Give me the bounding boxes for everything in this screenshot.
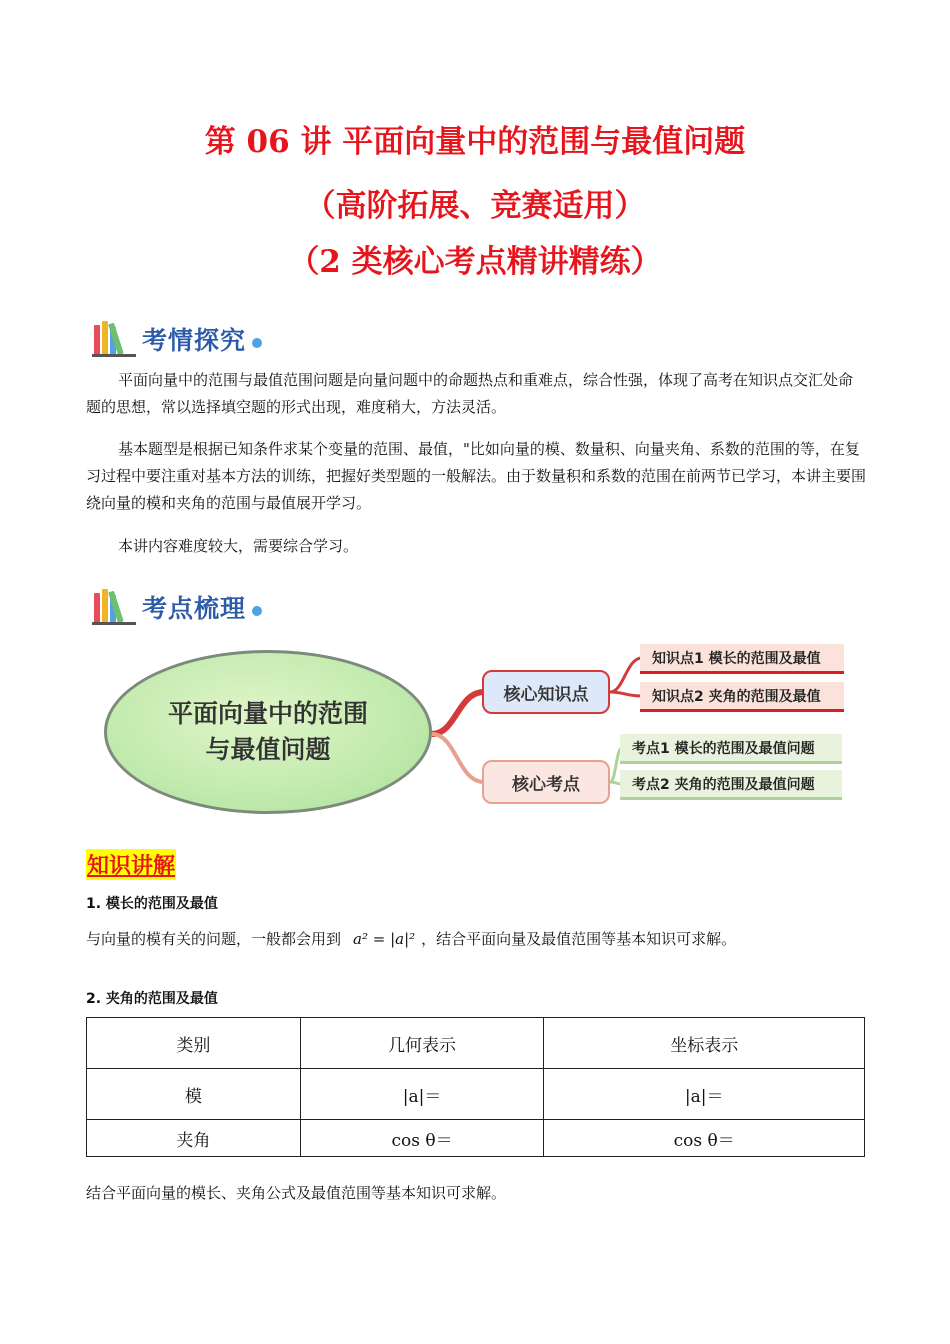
angle-table	[86, 1017, 865, 1157]
knowledge-label: 知识讲解	[86, 849, 176, 880]
table-row	[87, 1069, 865, 1120]
item-1-text: 与向量的模有关的问题，一般都会用到 a² = |a|² ，结合平面向量及最值范围等基本知识可求解。	[86, 930, 737, 948]
paragraph-3: 本讲内容难度较大，需要综合学习。	[118, 537, 359, 555]
closing-text: 结合平面向量的模长、夹角公式及最值范围等基本知识可求解。	[86, 1184, 507, 1202]
root-line-1: 平面向量中的范围	[167, 699, 368, 728]
lecture-subtitle: （高阶拓展、竞赛适用）	[304, 188, 646, 224]
branch-core-exam-points: 核心考点	[482, 760, 610, 804]
item-2-title: 2. 夹角的范围及最值	[86, 991, 218, 1007]
section-title: 考情探究	[142, 326, 247, 355]
lecture-title: 第 06 讲 平面向量中的范围与最值问题	[204, 124, 746, 160]
books-icon	[92, 319, 140, 359]
mind-map	[96, 638, 856, 828]
leaf-exam-point-1: 考点1 模长的范围及最值问题	[620, 734, 842, 764]
paragraph-1: 平面向量中的范围与最值范围问题是向量问题中的命题热点和重难点，综合性强，体现了高考在知识点交汇处命题的思想，常以选择填空题的形式出现，难度稍大，方法灵活。	[86, 371, 854, 416]
table-cell: |a|＝	[300, 1069, 544, 1120]
dot-icon	[252, 338, 262, 348]
section-header-analysis	[92, 318, 262, 360]
books-icon	[92, 587, 140, 627]
branch-core-knowledge: 核心知识点	[482, 670, 610, 714]
leaf-exam-point-2: 考点2 夹角的范围及最值问题	[620, 770, 842, 800]
table-cell: |a|＝	[544, 1069, 865, 1120]
table-header-cell: 类别	[87, 1018, 301, 1069]
table-cell: 模	[87, 1069, 301, 1120]
section-title: 考点梳理	[142, 594, 247, 623]
table-row	[87, 1120, 865, 1157]
table-cell: 夹角	[87, 1120, 301, 1157]
table-header-row	[87, 1018, 865, 1069]
leaf-knowledge-1: 知识点1 模长的范围及最值	[640, 644, 844, 674]
dot-icon	[252, 606, 262, 616]
root-line-2: 与最值问题	[205, 735, 331, 764]
mind-map-root	[104, 650, 432, 814]
leaf-knowledge-2: 知识点2 夹角的范围及最值	[640, 682, 844, 712]
table-header-cell: 几何表示	[300, 1018, 544, 1069]
modulus-formula: a² = |a|²	[353, 930, 416, 948]
table-cell: cos θ＝	[300, 1120, 544, 1157]
table-header-cell: 坐标表示	[544, 1018, 865, 1069]
item-1-title: 1. 模长的范围及最值	[86, 896, 218, 912]
lecture-subtitle-2: （2 类核心考点精讲精练）	[288, 244, 662, 280]
table-cell: cos θ＝	[544, 1120, 865, 1157]
section-header-review	[92, 586, 262, 628]
paragraph-2: 基本题型是根据已知条件求某个变量的范围、最值，"比如向量的模、数量积、向量夹角、系数的范围的等，在复习过程中要注重对基本方法的训练，把握好类型题的一般解法。由于数量积和系数的范围在前两节已学习，本讲主要围绕向量的模和夹角的范围与最值展开学习。	[86, 440, 867, 512]
